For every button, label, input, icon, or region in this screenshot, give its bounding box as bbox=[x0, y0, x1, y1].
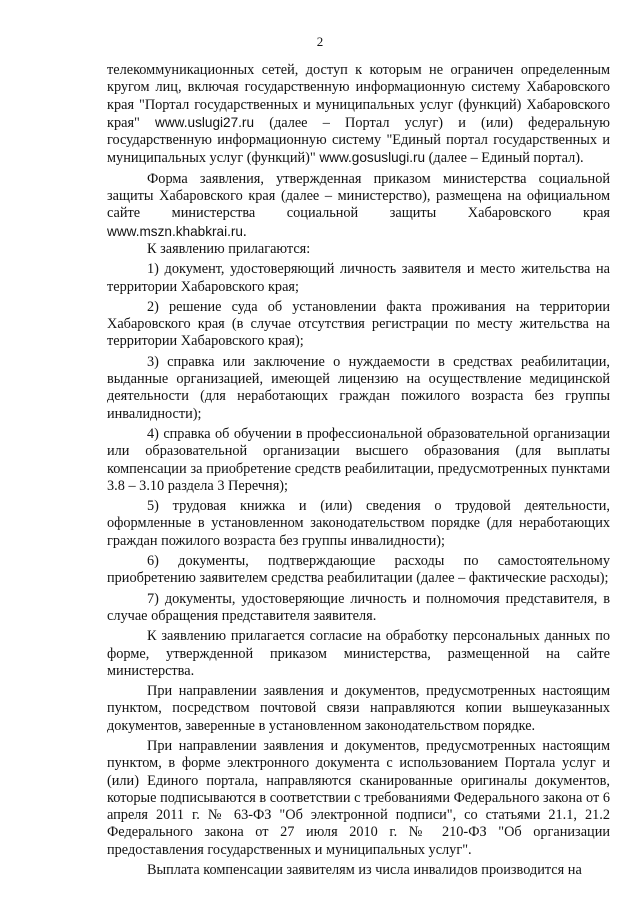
paragraph-electronic: При направлении заявления и документов, предусмотренных настоящим пунктом, в форме электронного документа с использованием Портала услуг и (или) Единого портала, направляются сканированные оригиналы документов, которые подписываются в соответствии с требованиями Федерального закона от 6 апреля 2011 г. № 63-ФЗ "Об электронной подписи", со статьями 21.1, 21.2 Федерального закона от 27 июля 2010 г. № 210-ФЗ "Об организации предоставления государственных и муниципальных услуг". bbox=[107, 737, 610, 858]
paragraph-text: телекоммуникационных сетей, доступ к которым не ограничен определенным кругом лиц, включая государственную информационную систему Хабаровского края "Портал государственных и муниципальных услуг (функций) Хабаровского края" bbox=[107, 62, 610, 131]
list-item-4: 4) справка об обучении в профессиональной образовательной организации или образовательной организации высшего образования (для выплаты компенсации за приобретение средств реабилитации, предусмотренных пунктами 3.8 – 3.10 раздела 3 Перечня); bbox=[107, 425, 610, 494]
paragraph-consent: К заявлению прилагается согласие на обработку персональных данных по форме, утвержденной приказом министерства, размещенной на сайте министерства. bbox=[107, 628, 610, 679]
paragraph-application-form bbox=[107, 171, 610, 241]
url-gosuslugi: www.gosuslugi.ru bbox=[319, 150, 426, 166]
paragraph-postal: При направлении заявления и документов, предусмотренных настоящим пунктом, посредством почтовой связи направляются копии вышеуказанных документов, заверенные в установленном законодательством порядке. bbox=[107, 683, 610, 734]
url-mszn: www.mszn.khabkrai.ru bbox=[107, 223, 243, 239]
paragraph-payment: Выплата компенсации заявителям из числа инвалидов производится на bbox=[147, 862, 582, 879]
paragraph-portals bbox=[107, 62, 610, 168]
list-item-2: 2) решение суда об установлении факта проживания на территории Хабаровского края (в случае отсутствия регистрации по месту жительства на территории Хабаровского края); bbox=[107, 298, 610, 350]
paragraph-text: (далее – Единый портал). bbox=[425, 150, 584, 167]
url-uslugi27: www.uslugi27.ru bbox=[155, 114, 255, 130]
paragraph-text: Форма заявления, утвержденная приказом министерства социальной защиты Хабаровского края (далее – министерство), размещена на официальном сайте министерства социальной защиты Хабаровского края bbox=[107, 170, 610, 222]
paragraph-attachments-heading: К заявлению прилагаются: bbox=[147, 240, 311, 257]
list-item-7: 7) документы, удостоверяющие личность и полномочия представителя, в случае обращения представителя заявителя. bbox=[107, 590, 610, 624]
list-item-1: 1) документ, удостоверяющий личность заявителя и место жительства на территории Хабаровского края; bbox=[107, 261, 610, 295]
page-number: 2 bbox=[316, 34, 324, 49]
list-item-6: 6) документы, подтверждающие расходы по самостоятельному приобретению заявителем средства реабилитации (далее – фактические расходы); bbox=[107, 553, 610, 587]
list-item-5: 5) трудовая книжка и (или) сведения о трудовой деятельности, оформленные в установленном законодательством порядке (для неработающих граждан пожилого возраста без группы инвалидности); bbox=[107, 498, 610, 549]
paragraph-text: . bbox=[242, 223, 247, 240]
document-body bbox=[107, 62, 610, 879]
list-item-3: 3) справка или заключение о нуждаемости в средствах реабилитации, выданные организацией, имеющей лицензию на осуществление медицинской деятельности (для неработающих граждан пожилого возраста без группы инвалидности); bbox=[107, 353, 610, 422]
paragraph-text: (далее – Портал услуг) и (или) федеральную государственную информационную систему "Единый портал государственных и муниципальных услуг (функций)" bbox=[107, 114, 610, 167]
